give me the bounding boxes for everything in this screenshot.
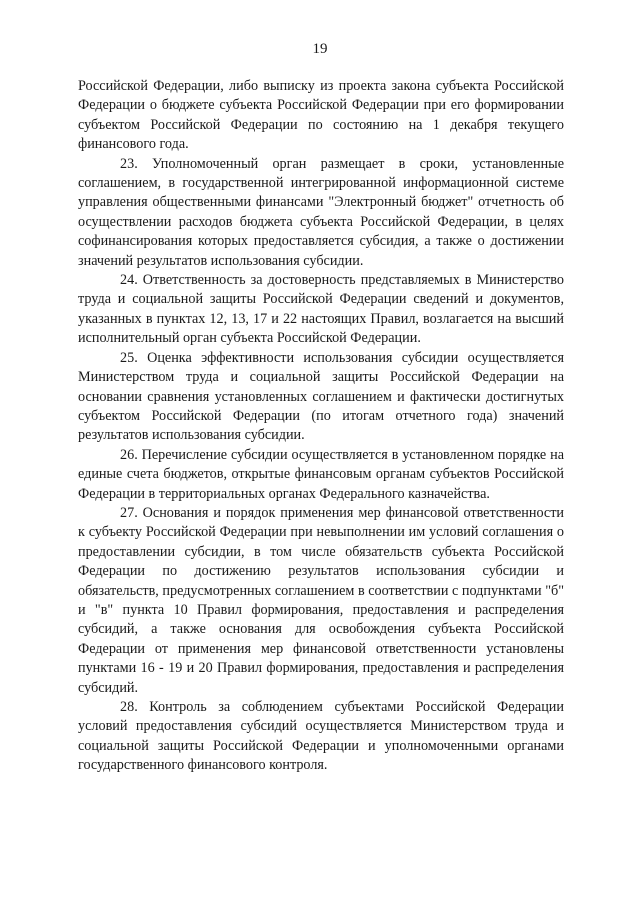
document-body [78, 77, 564, 776]
paragraph-24: 24. Ответственность за достоверность представляемых в Министерство труда и социальной защиты Российской Федерации сведений и документов, указанных в пунктах 12, 13, 17 и 22 настоящих Правил, возлагается на высший исполнительный орган субъекта Российской Федерации. [78, 272, 564, 347]
paragraph-28: 28. Контроль за соблюдением субъектами Российской Федерации условий предоставления субсидий осуществляется Министерством труда и социальной защиты Российской Федерации и уполномоченными органами государственного финансового контроля. [78, 699, 564, 774]
paragraph-25: 25. Оценка эффективности использования субсидии осуществляется Министерством труда и социальной защиты Российской Федерации на основании сравнения установленных соглашением и фактически достигнутых субъектом Российской Федерации (по итогам отчетного года) значений результатов использования субсидии. [78, 349, 564, 444]
paragraph-continuation: Российской Федерации, либо выписку из проекта закона субъекта Российской Федерации о бюджете субъекта Российской Федерации при его формировании субъектом Российской Федерации по состоянию на 1 декабря текущего финансового года. [78, 78, 564, 153]
page-number: 19 [312, 41, 328, 57]
paragraph-26: 26. Перечисление субсидии осуществляется в установленном порядке на единые счета бюджетов, открытые финансовым органам субъектов Российской Федерации в территориальных органах Федерального казначейства. [78, 446, 564, 502]
paragraph-27: 27. Основания и порядок применения мер финансовой ответственности к субъекту Российской Федерации при невыполнении им условий соглашения о предоставлении субсидии, в том числе обязательств субъекта Российской Федерации по достижению результатов использования субсидии и обязательств, предусмотренных соглашением в соответствии с подпунктами "б" и "в" пункта 10 Правил формирования, предоставления и распределения субсидий, а также основания для освобождения субъекта Российской Федерации от применения мер финансовой ответственности установлены пунктами 16 - 19 и 20 Правил формирования, предоставления и распределения субсидий. [78, 504, 564, 696]
paragraph-23: 23. Уполномоченный орган размещает в сроки, установленные соглашением, в государственной интегрированной информационной системе управления общественными финансами "Электронный бюджет" отчетность об осуществлении расходов бюджета субъекта Российской Федерации, в целях софинансирования которых предоставляется субсидия, а также о достижении значений результатов использования субсидии. [78, 155, 564, 269]
